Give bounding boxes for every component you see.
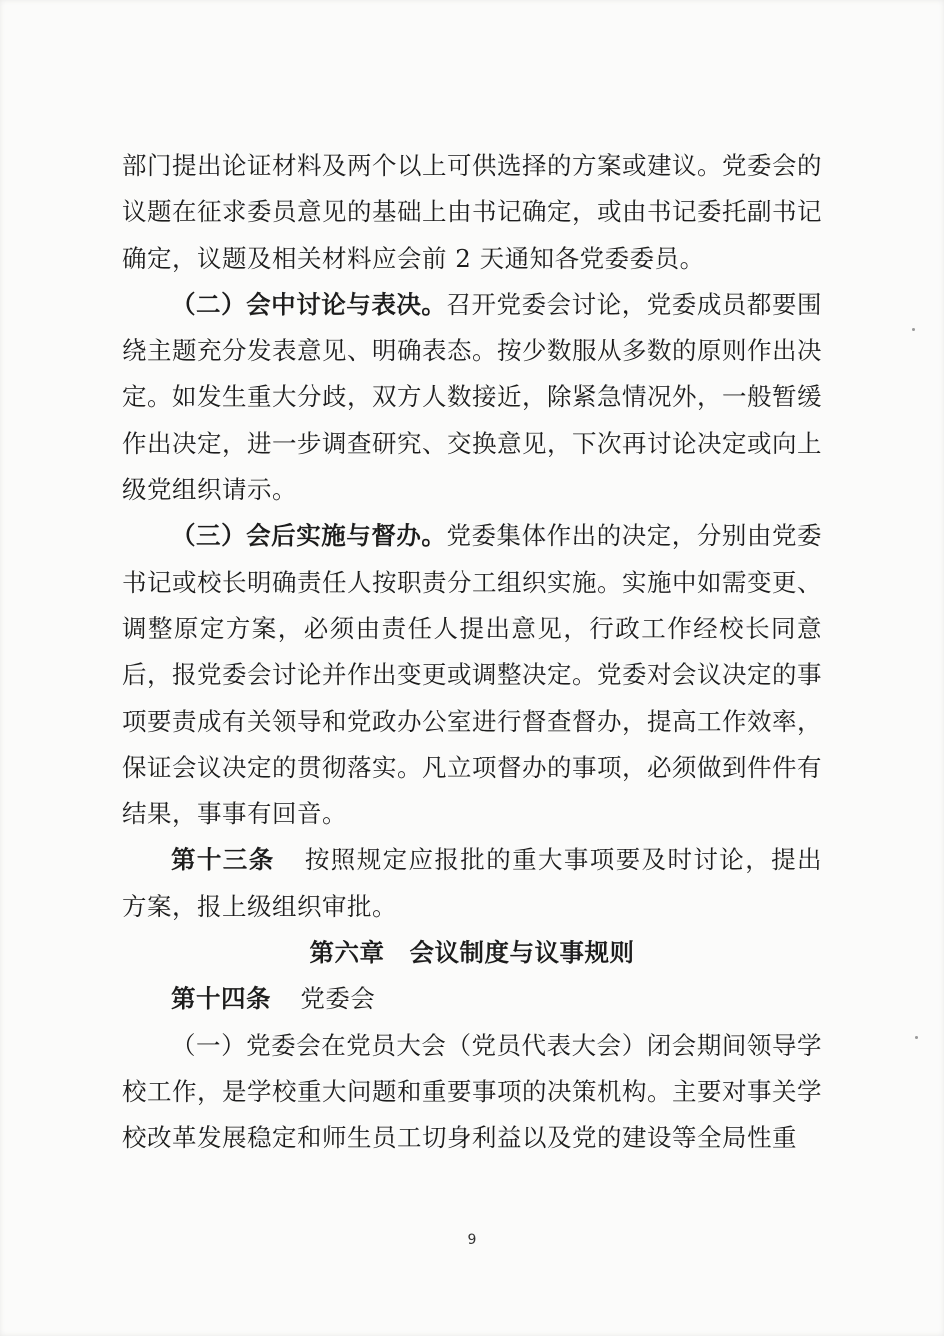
article-14-body: 党委会	[300, 984, 376, 1014]
section-heading-implementation: （三）会后实施与督办。	[171, 521, 447, 551]
paragraph-implementation	[122, 513, 822, 837]
scan-speck	[912, 328, 915, 331]
article-14	[122, 976, 822, 1022]
scan-speck	[915, 1036, 918, 1039]
section-body-implementation: 党委集体作出的决定，分别由党委书记或校长明确责任人按职责分工组织实施。实施中如需变更、调整原定方案，必须由责任人提出意见，行政工作经校长同意后，报党委会讨论并作出变更或调整决定。党委对会议决定的事项要责成有关领导和党政办公室进行督查督办，提高工作效率，保证会议决定的贯彻落实。凡立项督办的事项，必须做到件件有结果，事事有回音。	[122, 521, 823, 829]
article-13	[122, 837, 822, 930]
paragraph-discussion-voting	[122, 282, 822, 513]
page-number: 9	[467, 1232, 477, 1248]
article-13-body: 按照规定应报批的重大事项要及时讨论，提出方案，报上级组织审批。	[122, 845, 823, 921]
paragraph-continuation: 部门提出论证材料及两个以上可供选择的方案或建议。党委会的议题在征求委员意见的基础上由书记确定，或由书记委托副书记确定，议题及相关材料应会前 2 天通知各党委委员。	[122, 151, 822, 273]
section-body-discussion: 召开党委会讨论，党委成员都要围绕主题充分发表意见、明确表态。按少数服从多数的原则作出决定。如发生重大分歧，双方人数接近，除紧急情况外，一般暂缓作出决定，进一步调查研究、交换意见，下次再讨论决定或向上级党组织请示。	[122, 289, 823, 505]
article-14-title: 第十四条	[171, 984, 271, 1014]
article-13-title: 第十三条	[171, 845, 275, 875]
chapter-heading: 第六章 会议制度与议事规则	[309, 938, 635, 968]
paragraph-committee: （一）党委会在党员大会（党员代表大会）闭会期间领导学校工作，是学校重大问题和重要事项的决策机构。主要对事关学校改革发展稳定和师生员工切身利益以及党的建设等全局性重	[122, 1030, 822, 1153]
section-heading-discussion: （二）会中讨论与表决。	[171, 289, 447, 319]
document-body	[122, 143, 822, 1162]
